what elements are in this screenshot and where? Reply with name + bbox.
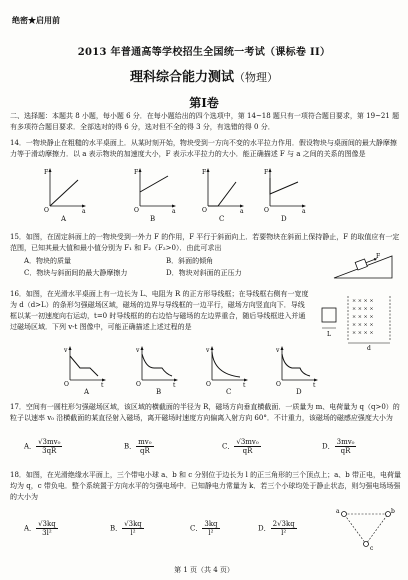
svg-text:× × × ×: × × × × <box>352 298 374 304</box>
q18-text: 18．如图，在光滑绝缘水平面上，三个带电小球 a、b 和 c 分别位于边长为 l 的正三角形的三个顶点上；a、b 带正电，电荷量均为 q，c 带负电．整个系统置于方向水平的匀强电场中．已知静电力常量为 k．若三个小球均处于静止状态，则匀强电场场强的大小为 <box>10 471 401 501</box>
q18-triangle-diagram <box>336 506 396 550</box>
q14c-f-label: F <box>202 169 207 176</box>
svg-text:× × × ×: × × × × <box>352 322 374 328</box>
q16-d-label: d <box>367 345 371 352</box>
q16c-v-label: v <box>206 347 210 354</box>
q14a-a-label: a <box>82 208 86 215</box>
q16-graph-b <box>136 346 178 389</box>
q14-option-c: C <box>219 215 225 223</box>
q14-graph-a <box>44 168 86 215</box>
q14-option-b: B <box>150 215 156 223</box>
q16-graph-a <box>64 346 106 389</box>
q14a-f-label: F <box>44 169 49 176</box>
q15-incline-diagram <box>332 252 394 280</box>
q16b-v-label: v <box>136 347 140 354</box>
q15-force-label: F <box>376 253 381 260</box>
q16a-t-label: t <box>101 382 104 389</box>
q16-field-diagram <box>318 292 402 352</box>
q18-option-d: D． $\frac{2√3kq}{\text{l²}}$ <box>258 520 295 537</box>
q14d-a-label: a <box>302 208 306 215</box>
q14-graph-d <box>264 168 306 215</box>
q16d-origin: O <box>276 381 281 388</box>
q14b-origin: O <box>134 207 139 214</box>
q16d-v-label: v <box>276 347 280 354</box>
q14-graph-c <box>202 168 244 215</box>
q16-option-b: B <box>156 388 162 396</box>
q16c-t-label: t <box>243 382 246 389</box>
q14d-f-label: F <box>264 169 269 176</box>
q14c-origin: O <box>202 207 207 214</box>
q18-option-b: B． $\frac{√3kq}{\text{l²}}$ <box>110 520 142 537</box>
q17-text: 17．空间有一圆柱形匀强磁场区域，该区域的横截面的半径为 R，磁场方向垂直横截面．一质量为 m、电荷量为 q（q>0）的粒子以速率 v₀ 沿横截面的某直径射入磁场，离开磁场时速度方向偏离入射方向 60°．不计重力，该磁场的磁感应强度大小为 <box>10 403 400 422</box>
q16b-t-label: t <box>173 382 176 389</box>
exam-title: 2013 年普通高等学校招生全国统一考试（课标卷 II） <box>77 47 331 58</box>
q17-option-a: A． $\frac{\text{√3mv₀}}{3qR}$ <box>24 438 61 455</box>
q16b-origin: O <box>136 381 141 388</box>
subtitle-main: 理科综合能力测试 <box>129 70 234 85</box>
q16-option-a: A <box>84 388 90 396</box>
q18-label-c: c <box>370 545 374 552</box>
q16-graph-d <box>276 346 318 389</box>
q18-ball-b <box>386 512 391 517</box>
subtitle-paren: （物理） <box>234 71 278 84</box>
volume-title: 第Ⅰ卷 <box>189 96 219 110</box>
q18-option-a: A． $\frac{√3kq}{\text{3l²}}$ <box>24 520 56 537</box>
q14-option-a: A <box>61 215 67 223</box>
q15-option-c: C．物块与斜面间的最大静摩擦力 <box>24 269 128 277</box>
q18-label-b: b <box>391 508 395 515</box>
q16d-t-label: t <box>313 382 316 389</box>
section-intro: 二、选择题：本题共 8 小题，每小题 6 分．在每小题给出的四个选项中，第 14~18 题只有一项符合题目要求，第 19~21 题有多项符合题目要求．全部选对的得 6 分，选对但不全的得 3 分，有选错的得 0 分． <box>10 112 400 131</box>
secret-mark: 绝密★启用前 <box>12 15 60 25</box>
q18-ball-c <box>364 542 369 547</box>
q15-text: 15．如图，在固定斜面上的一物块受到一外力 F 的作用，F 平行于斜面向上．若要物块在斜面上保持静止，F 的取值应有一定范围，已知其最大值和最小值分别为 F₁ 和 F₂（F₂>0）．由此可求出 <box>10 233 400 252</box>
q16c-origin: O <box>206 381 211 388</box>
q14d-origin: O <box>264 207 269 214</box>
svg-text:× × × ×: × × × × <box>352 314 374 320</box>
svg-text:× × × ×: × × × × <box>352 330 374 336</box>
q17-option-b: B． $\frac{\text{mv₀}}{qR}$ <box>124 438 152 455</box>
q14a-origin: O <box>44 207 49 214</box>
q16-option-c: C <box>226 388 232 396</box>
q16a-origin: O <box>64 381 69 388</box>
q18-label-a: a <box>336 508 340 515</box>
q14b-a-label: a <box>172 208 176 215</box>
q16a-v-label: v <box>64 347 68 354</box>
q14c-a-label: a <box>240 208 244 215</box>
q14-graph-b <box>134 168 176 215</box>
q14-text: 14．一物块静止在粗糙的水平桌面上．从某时刻开始，物块受到一方向不变的水平拉力作用．假设物块与桌面间的最大静摩擦力等于滑动摩擦力．以 a 表示物块的加速度大小，F 表示水平拉力的大小．能正确描述 F 与 a 之间的关系的图像是 <box>10 139 397 158</box>
q16-text: 16．如图，在光滑水平桌面上有一边长为 L、电阻为 R 的正方形导线框；在导线框右侧有一宽度为 d（d>L）的条形匀强磁场区域，磁场的边界与导线框的一边平行，磁场方向竖直向下．导线框以某一初速度向右运动，t=0 时导线框的的右边恰与磁场的左边界重合，随后导线框进入并通过磁场区域．下列 v-t 图像中，可能正确描述上述过程的是 <box>10 290 309 331</box>
q18-ball-a <box>342 512 347 517</box>
exam-subtitle <box>0 66 408 85</box>
q17-option-c: C． $\frac{\text{√3mv₀}}{qR}$ <box>222 438 259 455</box>
q18-option-c: C． $\frac{3kq}{\text{l²}}$ <box>190 520 218 537</box>
q16-graph-c <box>206 346 248 389</box>
q15-option-a: A．物块的质量 <box>24 257 72 265</box>
q17-option-d: D． $\frac{\text{3mv₀}}{qR}$ <box>322 438 355 455</box>
q16-option-d: D <box>296 388 302 396</box>
q15-option-b: B．斜面的倾角 <box>166 257 214 265</box>
q15-option-d: D．物块对斜面的正压力 <box>166 269 242 277</box>
q14b-f-label: F <box>134 169 139 176</box>
q14-option-d: D <box>281 215 287 223</box>
page-footer: 第 1 页（共 4 页） <box>174 566 234 574</box>
q16-l-label: L <box>327 331 331 338</box>
svg-text:× × × ×: × × × × <box>352 306 374 312</box>
